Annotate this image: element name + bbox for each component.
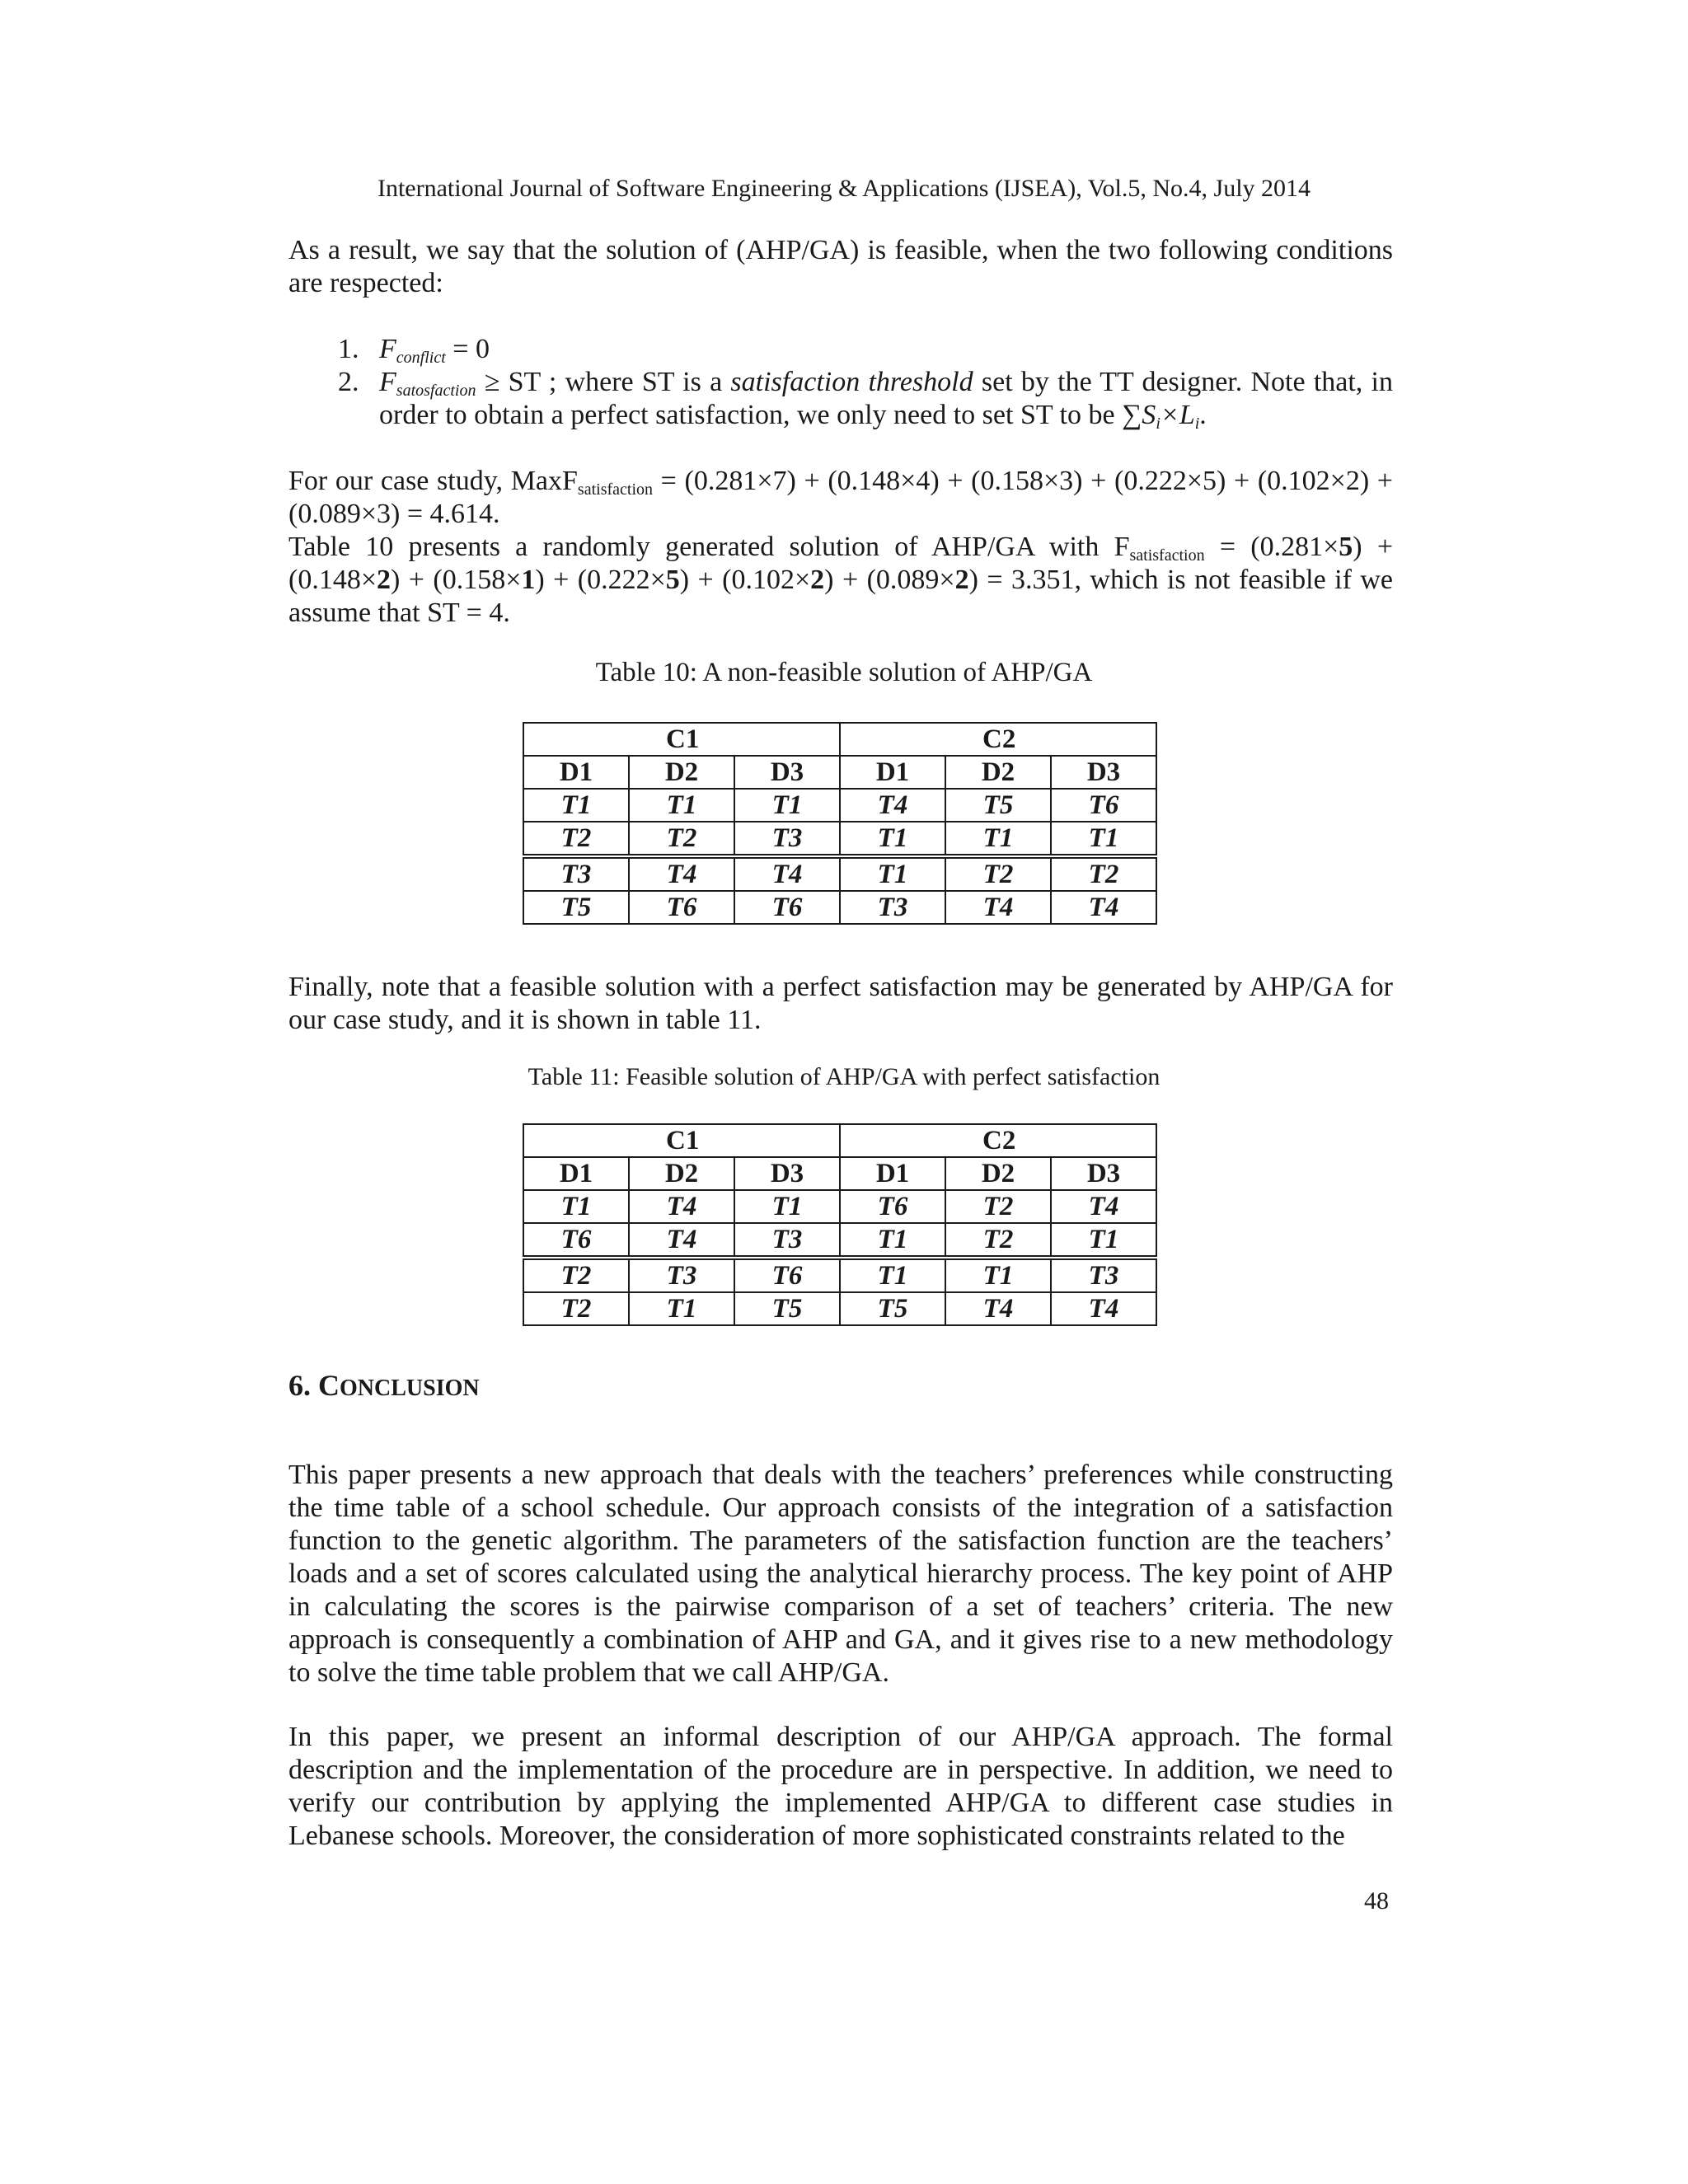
table-row <box>523 891 1156 924</box>
condition-2-symbol: F <box>379 367 396 397</box>
table-cell: T1 <box>523 789 629 822</box>
table-cell: T1 <box>840 856 945 891</box>
table-cell: T6 <box>1051 789 1156 822</box>
table-cell: T4 <box>1051 1292 1156 1325</box>
condition-2-formula: $\sum S_i\times L_i$ <box>1122 400 1200 433</box>
table-cell: T6 <box>734 1258 840 1292</box>
table-cell: T1 <box>1051 1223 1156 1258</box>
condition-1 <box>338 333 1393 366</box>
table-cell: T4 <box>1051 891 1156 924</box>
table-cell: T4 <box>629 1223 734 1258</box>
condition-2-text: ≥ ST ; where ST is a <box>476 367 731 397</box>
table10-col-header: D1 <box>840 756 945 789</box>
condition-2-italic: satisfaction threshold <box>730 367 973 397</box>
table-cell: T2 <box>945 856 1051 891</box>
condition-2-number: 2. <box>338 367 359 397</box>
table-cell: T3 <box>523 856 629 891</box>
table-row <box>523 1258 1156 1292</box>
table11-col-header: D1 <box>840 1157 945 1190</box>
table-row <box>523 856 1156 891</box>
condition-2-subscript: satosfaction <box>396 382 476 400</box>
table-cell: T1 <box>840 1258 945 1292</box>
table11 <box>523 1123 1157 1326</box>
condition-2-tail: set by the TT designer. Note that, in order to obtain a perfect satisfaction, we only need to set ST to be <box>379 367 1393 430</box>
table-cell: T5 <box>734 1292 840 1325</box>
table-cell: T3 <box>1051 1258 1156 1292</box>
condition-1-value: = 0 <box>445 334 490 364</box>
table-cell: T2 <box>945 1223 1051 1258</box>
table-cell: T2 <box>945 1190 1051 1223</box>
conclusion-paragraph-2: In this paper, we present an informal description of our AHP/GA approach. The formal description and the implementation of the procedure are in perspective. In addition, we need to verify our contribution by applying the implemented AHP/GA to different case studies in Lebanese schools. Moreover, the consideration of more sophisticated constraints related to the <box>288 1722 1393 1851</box>
table10 <box>523 722 1157 925</box>
table-row <box>523 822 1156 856</box>
table-cell: T2 <box>629 822 734 856</box>
table-cell: T1 <box>945 822 1051 856</box>
table-cell: T6 <box>840 1190 945 1223</box>
condition-1-symbol: F <box>379 334 396 364</box>
table10-intro-paragraph: Table 10 presents a randomly generated solution of AHP/GA with $F_{satisfaction} = (0.281\times 5) + (0.148\times 2) + (0.158\times 1) + (0.222\times 5) + (0.102\times 2) + (0.089\times 2) = 3.351$, which is not feasible if we assume that ST = 4. <box>288 532 1394 628</box>
table-cell: T4 <box>629 856 734 891</box>
table-cell: T4 <box>840 789 945 822</box>
table-cell: T1 <box>629 1292 734 1325</box>
table-cell: T3 <box>734 822 840 856</box>
table-cell: T1 <box>523 1190 629 1223</box>
table-cell: T4 <box>629 1190 734 1223</box>
table10-col-header: D3 <box>1051 756 1156 789</box>
table-cell: T1 <box>840 1223 945 1258</box>
table-cell: T6 <box>734 891 840 924</box>
case-study-paragraph: For our case study, MaxF$_{satisfaction}$ = (0.281×7) + (0.148×4) + (0.158×3) + (0.222×5) + (0.102×2) + (0.089×3) = 4.614. <box>288 466 1393 529</box>
table-cell: T2 <box>1051 856 1156 891</box>
table-cell: T5 <box>523 891 629 924</box>
intro-paragraph: As a result, we say that the solution of (AHP/GA) is feasible, when the two following conditions are respected: <box>288 235 1393 298</box>
table11-col-header: D3 <box>734 1157 840 1190</box>
table10-col-header: D2 <box>945 756 1051 789</box>
table-cell: T1 <box>840 822 945 856</box>
condition-1-number: 1. <box>338 334 359 364</box>
table-cell: T1 <box>734 1190 840 1223</box>
table-cell: T4 <box>1051 1190 1156 1223</box>
table-cell: T5 <box>945 789 1051 822</box>
table-row <box>523 789 1156 822</box>
table10-group-c1: C1 <box>523 723 840 756</box>
table-cell: T3 <box>734 1223 840 1258</box>
page-number: 48 <box>1364 1887 1389 1915</box>
running-header: International Journal of Software Engineering & Applications (IJSEA), Vol.5, No.4, July 2014 <box>377 175 1311 202</box>
table-cell: T2 <box>523 822 629 856</box>
table11-col-header: D2 <box>629 1157 734 1190</box>
table-cell: T1 <box>629 789 734 822</box>
table11-group-c2: C2 <box>840 1124 1156 1157</box>
table11-col-header: D2 <box>945 1157 1051 1190</box>
table11-col-header: D3 <box>1051 1157 1156 1190</box>
table-cell: T4 <box>734 856 840 891</box>
table-cell: T2 <box>523 1258 629 1292</box>
table10-col-header: D1 <box>523 756 629 789</box>
table-cell: T2 <box>523 1292 629 1325</box>
conclusion-paragraph-1: This paper presents a new approach that deals with the teachers’ preferences while constructing the time table of a school schedule. Our approach consists of the integration of a satisfaction function to the genetic algorithm. The parameters of the satisfaction function are the teachers’ loads and a set of scores calculated using the analytical hierarchy process. The key point of AHP in calculating the scores is the pairwise comparison of a set of teachers’ criteria. The new approach is consequently a combination of AHP and GA, and it gives rise to a new methodology to solve the time table problem that we call AHP/GA. <box>288 1460 1393 1688</box>
table-cell: T1 <box>945 1258 1051 1292</box>
table-cell: T1 <box>1051 822 1156 856</box>
section-heading-conclusion: 6. CONCLUSION <box>288 1369 480 1402</box>
condition-1-subscript: conflict <box>396 349 446 367</box>
table10-caption: Table 10: A non-feasible solution of AHP/GA <box>595 658 1093 687</box>
table-cell: T3 <box>840 891 945 924</box>
condition-2: 2. $F_{satosfaction}$ ≥ ST ; where ST is a satisfaction threshold set by the TT designer. Note that, in order to obtain a perfect satisfaction, we only need to set ST to be $\sum S_i\times L_i$. <box>338 367 1393 433</box>
table-cell: T5 <box>840 1292 945 1325</box>
table-cell: T6 <box>523 1223 629 1258</box>
table11-group-c1: C1 <box>523 1124 840 1157</box>
table-row <box>523 1292 1156 1325</box>
table11-caption: Table 11: Feasible solution of AHP/GA with perfect satisfaction <box>528 1063 1160 1090</box>
table-cell: T4 <box>945 891 1051 924</box>
table-row <box>523 1190 1156 1223</box>
table10-group-c2: C2 <box>840 723 1156 756</box>
table-row <box>523 1223 1156 1258</box>
table10-col-header: D3 <box>734 756 840 789</box>
finally-paragraph: Finally, note that a feasible solution with a perfect satisfaction may be generated by AHP/GA for our case study, and it is shown in table 11. <box>288 972 1393 1035</box>
table-cell: T3 <box>629 1258 734 1292</box>
table-cell: T6 <box>629 891 734 924</box>
table-cell: T1 <box>734 789 840 822</box>
table10-col-header: D2 <box>629 756 734 789</box>
table11-col-header: D1 <box>523 1157 629 1190</box>
table-cell: T4 <box>945 1292 1051 1325</box>
